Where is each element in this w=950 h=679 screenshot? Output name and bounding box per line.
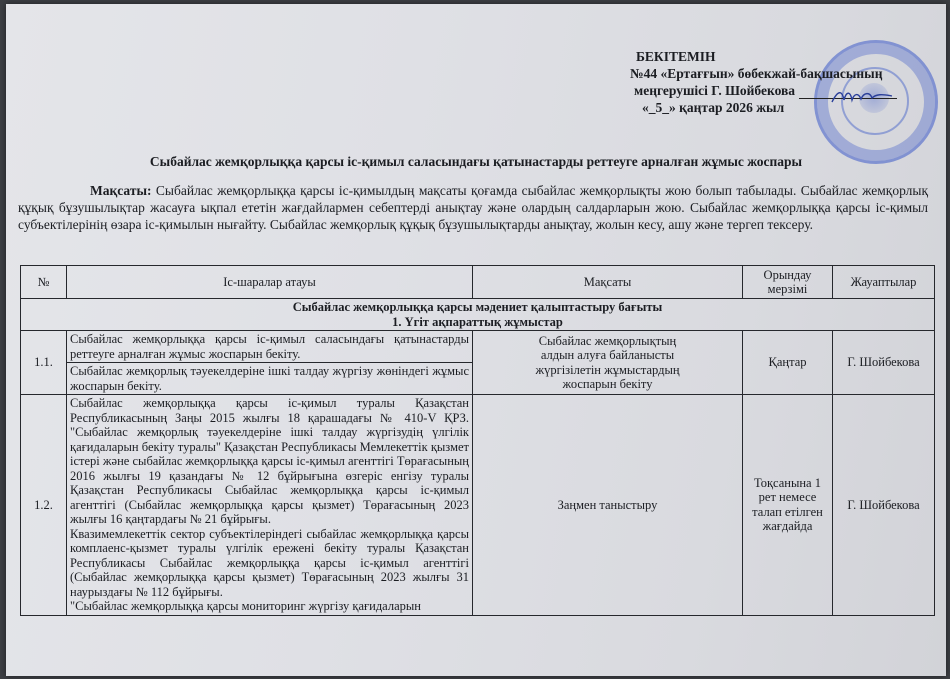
table-row [21,331,935,363]
approval-organization: №44 «Ертағғын» бөбекжай-бақшасының [630,66,883,81]
activity-deadline: Тоқсанына 1 рет немесе талап етілген жағдайда [743,395,833,616]
activity-deadline: Қаңтар [743,331,833,395]
row-number: 1.1. [21,331,67,395]
activity-goal-text: Сыбайлас жемқорлықтың алдын алуға байланысты жүргізілетін жұмыстардың жоспарын бекіту [535,333,680,391]
document-page [6,4,946,676]
section-row [21,299,935,331]
row-number: 1.2. [21,395,67,616]
purpose-text: Сыбайлас жемқорлыққа қарсы іс-қимылдың мақсаты қоғамда сыбайлас жемқорлықты жою болып табылады. Сыбайлас жемқорлық құқық бұзушылықтар жасауға ықпал ететін жағдайлармен себептерді анықтау және олардың салдарларын жою. Сыбайлас жемқорлыққа қарсы іс-қимыл субъектілерінің өзара іс-қимылын нығайту. Сыбайлас жемқорлық құқық бұзушылықтарды анықтау, жолын кесу, ашу және тергеп тексеру. [18,183,929,232]
header-number: № [21,266,67,299]
activity-name [67,395,473,616]
header-activity-name: Іс-шаралар атауы [67,266,473,299]
approval-title: БЕКІТЕМІН [636,49,716,64]
approval-date: «_5_» қаңтар 2026 жыл [642,100,785,115]
table-row [21,395,935,616]
activity-goal [473,331,743,395]
approval-head: меңгерушісі Г. Шойбекова [634,83,796,98]
header-goal: Мақсаты [473,266,743,299]
header-deadline: Орындау мерзімі [743,266,833,299]
purpose-label: Мақсаты: [90,183,152,198]
document-title: Сыбайлас жемқорлыққа қарсы іс-қимыл саласындағы қатынастарды реттеуге арналған жұмыс жоспары [149,154,803,169]
activity-name: Сыбайлас жемқорлыққа қарсы іс-қимыл саласындағы қатынастарды реттеуге арналған жұмыс жоспарын бекіту. [67,331,473,363]
activity-responsible: Г. Шойбекова [833,395,935,616]
activity-text-part: Квазимемлекеттік сектор субъектілеріндегі сыбайлас жемқорлыққа қарсы комплаенс-қызмет туралы үлгілік ережені бекіту туралы Қазақстан Республикасы Сыбайлас жемқорлыққа қарсы іс-қимыл агенттігі (Сыбайлас жемқорлыққа қарсы қызмет) Төрағасының 2023 жылғы 31 наурыздағы № 112 бұйрығы. [70,526,469,599]
work-plan-table [20,265,935,616]
activity-responsible: Г. Шойбекова [833,331,935,395]
section-title: Сыбайлас жемқорлыққа қарсы мәдениет қалыптастыру бағыты [292,300,663,314]
table-header-row [21,266,935,299]
purpose-paragraph [18,182,928,233]
activity-goal: Заңмен таныстыру [473,395,743,616]
handwritten-signature [828,86,898,108]
activity-name: Сыбайлас жемқорлық тәуекелдеріне ішкі талдау жүргізу жөніндегі жұмыс жоспарын бекіту. [67,363,473,395]
activity-text-part: "Сыбайлас жемқорлыққа қарсы мониторинг жүргізу қағидаларын [70,599,421,613]
subsection-title: 1. Үгіт ақпараттық жұмыстар [392,314,563,329]
header-responsible: Жауаптылар [833,266,935,299]
section-heading [21,299,935,331]
activity-text-part: Сыбайлас жемқорлыққа қарсы іс-қимыл туралы Қазақстан Республикасының Заңы 2015 жылғы 18 қарашадағы № 410-V ҚРЗ. "Сыбайлас жемқорлық тәуекелдеріне ішкі талдау жүргізудің үлгілік қағидаларын бекіту туралы" Қазақстан Республикасы Мемлекеттік қызмет істері және сыбайлас жемқорлыққа қарсы іс-қимыл агенттігі Төрағасының 2016 жылғы 19 қазандағы № 12 бұйрығына өзгеріс енгізу туралы Қазақстан Республикасы Сыбайлас жемқорлыққа қарсы іс-қимыл агенттігі (Сыбайлас жемқорлыққа қарсы қызмет) Төрағасының 2023 жылғы 16 қаңтардағы № 21 бұйрығы. [70,396,469,526]
